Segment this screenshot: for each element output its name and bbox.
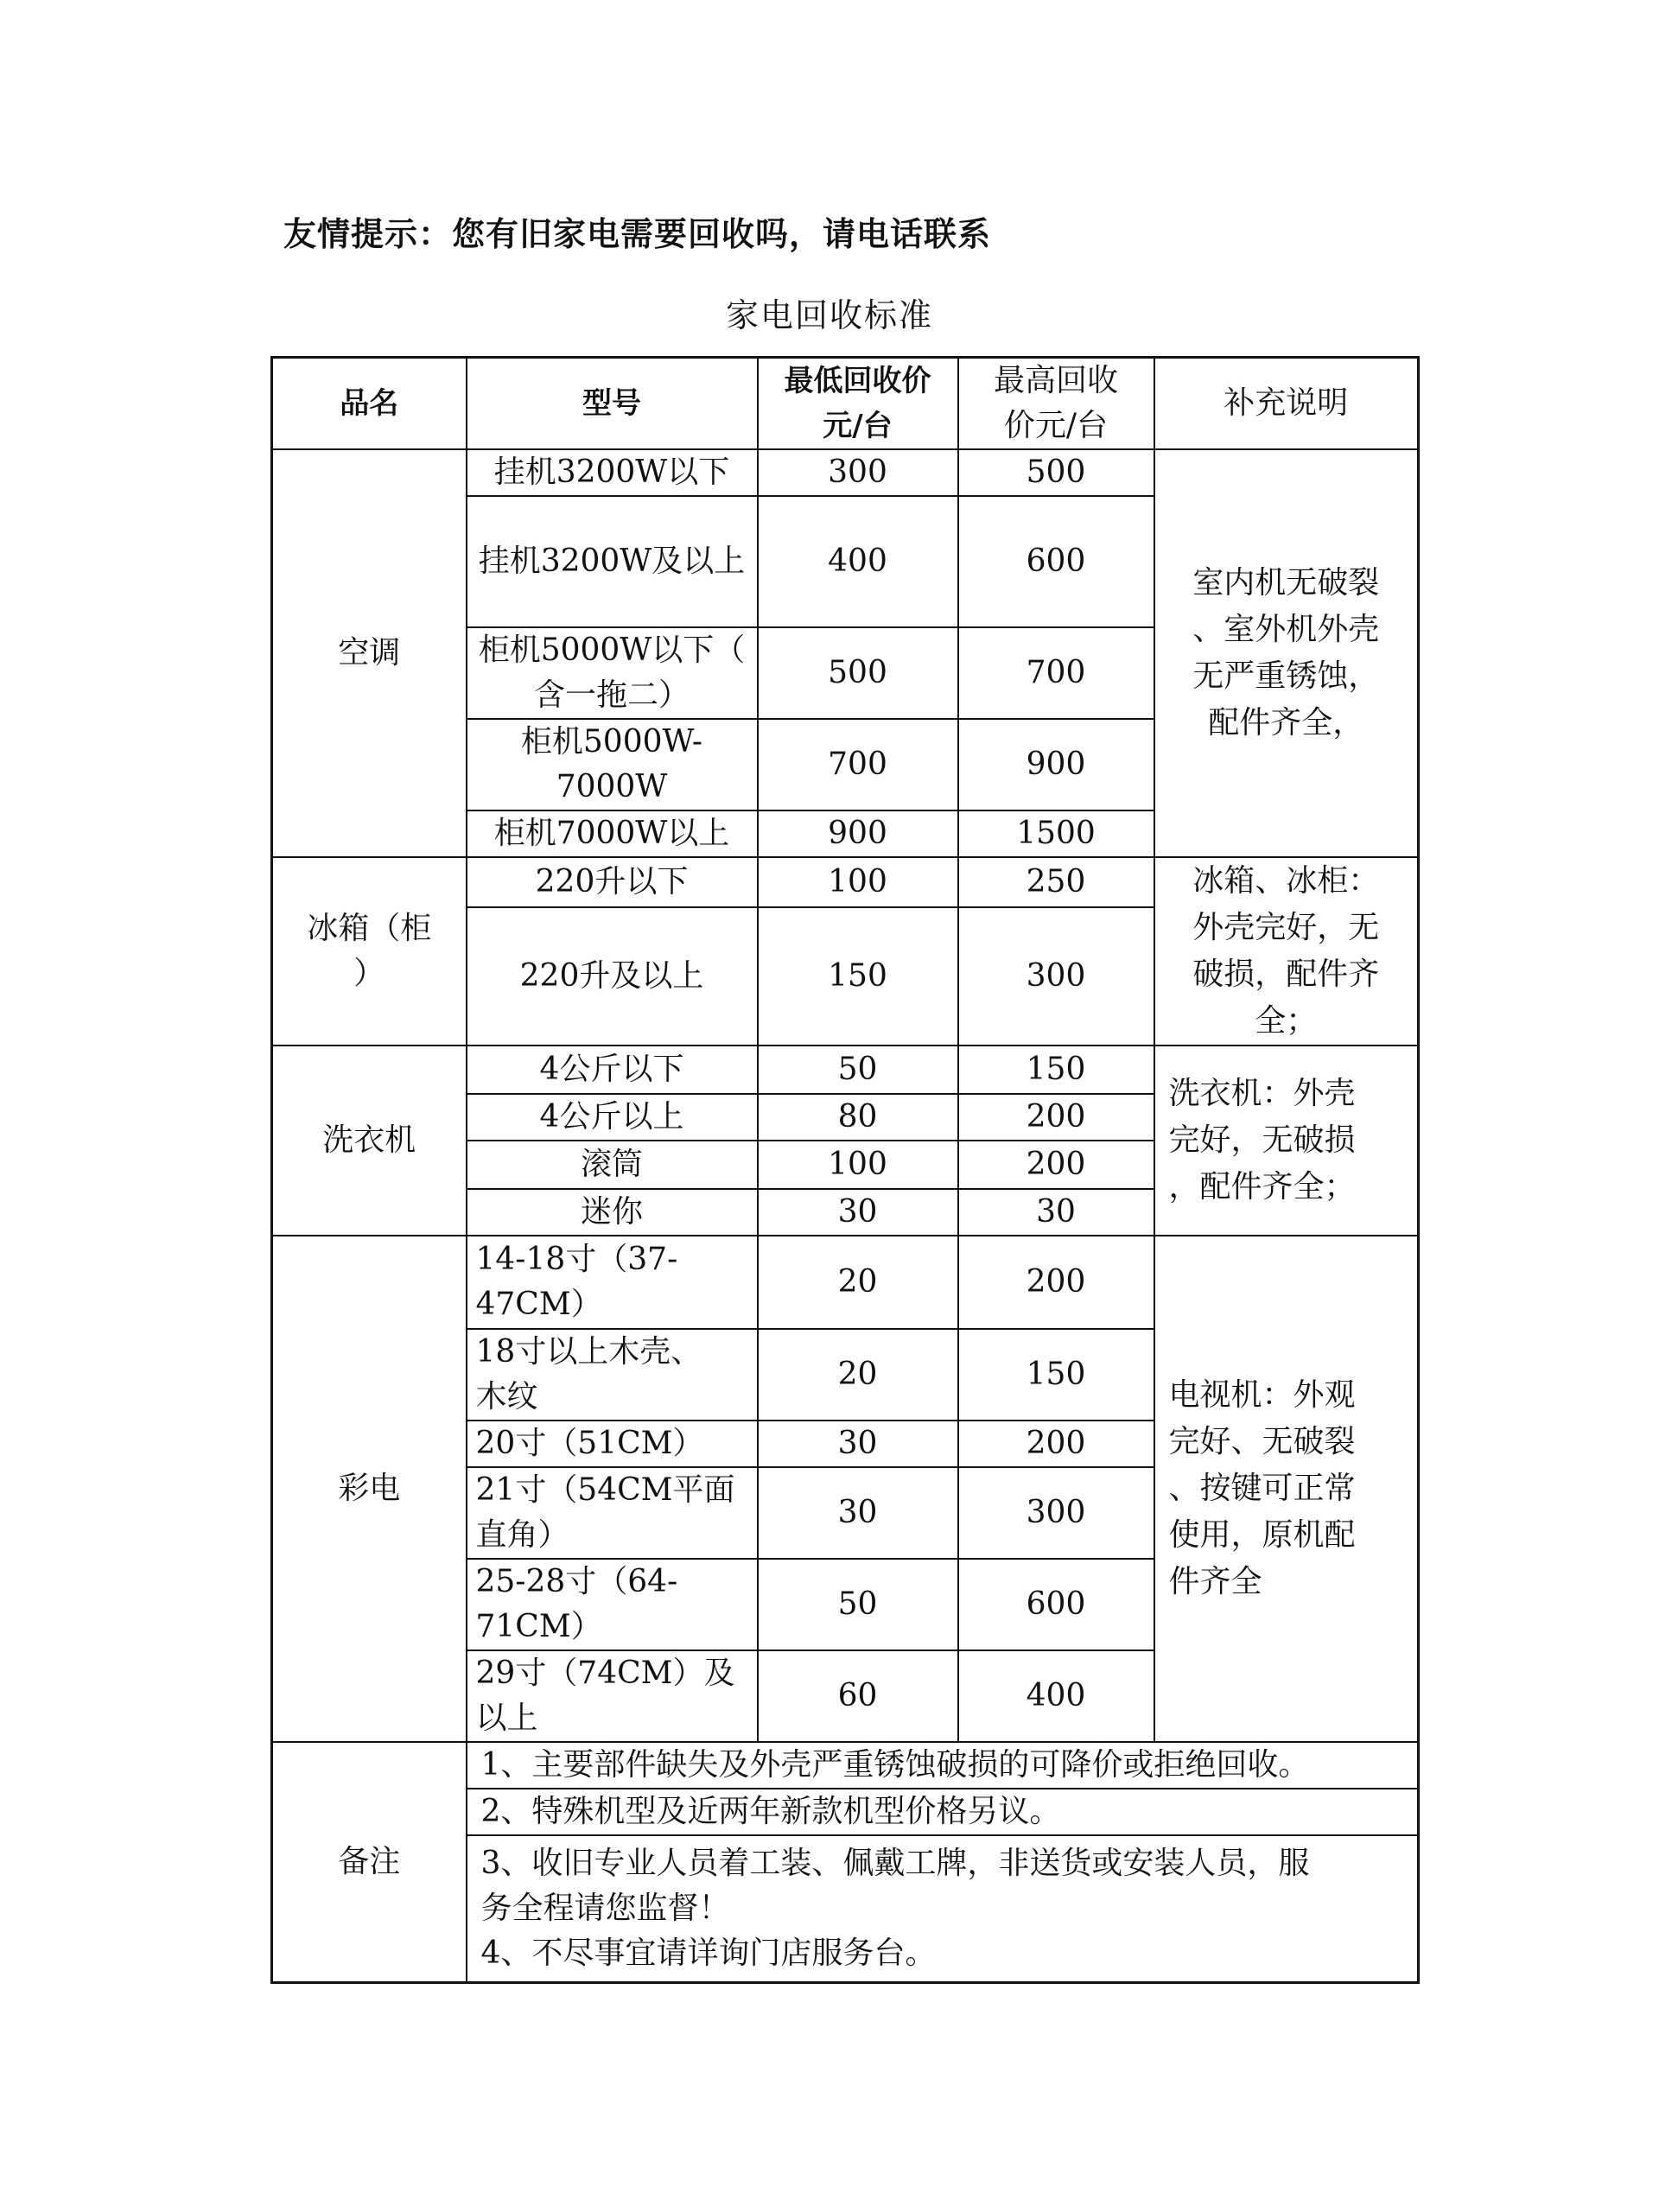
min-price-cell: 900: [758, 810, 958, 857]
recycle-price-table: [270, 356, 1420, 1984]
remark-2: 2、特殊机型及近两年新款机型价格另议。: [467, 1789, 1419, 1835]
min-price-cell: 50: [758, 1046, 958, 1094]
note-tv: 电视机：外观 完好、无破裂 、按键可正常 使用，原机配 件齐全: [1154, 1236, 1419, 1742]
model-cell: 20寸（51CM）: [467, 1421, 758, 1467]
min-price-cell: 30: [758, 1189, 958, 1236]
remarks-row: [272, 1742, 1419, 1789]
model-cell: 柜机7000W以上: [467, 810, 758, 857]
remarks-label: 备注: [272, 1742, 467, 1982]
max-price-cell: 500: [958, 449, 1154, 496]
min-price-cell: 20: [758, 1329, 958, 1421]
remark-3-4: 3、收旧专业人员着工装、佩戴工牌，非送货或安装人员，服 务全程请您监督！ 4、不尽事宜请详询门店服务台。: [467, 1835, 1419, 1982]
table-row: [272, 1046, 1419, 1094]
max-price-cell: 200: [958, 1236, 1154, 1329]
header-name: 品名: [272, 358, 467, 450]
note-fridge: 冰箱、冰柜： 外壳完好，无 破损，配件齐 全；: [1154, 857, 1419, 1046]
min-price-cell: 80: [758, 1094, 958, 1141]
max-price-cell: 30: [958, 1189, 1154, 1236]
model-cell: 挂机3200W及以上: [467, 496, 758, 627]
max-price-cell: 600: [958, 496, 1154, 627]
min-price-cell: 100: [758, 1141, 958, 1189]
model-cell: 4公斤以下: [467, 1046, 758, 1094]
header-model: 型号: [467, 358, 758, 450]
max-price-cell: 150: [958, 1046, 1154, 1094]
min-price-cell: 100: [758, 857, 958, 907]
category-washer: 洗衣机: [272, 1046, 467, 1236]
note-washer: 洗衣机：外壳 完好，无破损 ，配件齐全；: [1154, 1046, 1419, 1236]
max-price-cell: 300: [958, 1467, 1154, 1559]
table-row: [272, 857, 1419, 907]
model-cell: 220升及以上: [467, 907, 758, 1046]
max-price-cell: 150: [958, 1329, 1154, 1421]
min-price-cell: 60: [758, 1650, 958, 1742]
model-cell: 4公斤以上: [467, 1094, 758, 1141]
table-row: [272, 449, 1419, 496]
min-price-cell: 30: [758, 1467, 958, 1559]
model-cell: 14-18寸（37- 47CM）: [467, 1236, 758, 1329]
model-cell: 220升以下: [467, 857, 758, 907]
min-price-cell: 700: [758, 719, 958, 810]
model-cell: 25-28寸（64- 71CM）: [467, 1559, 758, 1650]
min-price-cell: 50: [758, 1559, 958, 1650]
min-price-cell: 500: [758, 627, 958, 719]
model-cell: 滚筒: [467, 1141, 758, 1189]
min-price-cell: 20: [758, 1236, 958, 1329]
max-price-cell: 600: [958, 1559, 1154, 1650]
category-tv: 彩电: [272, 1236, 467, 1742]
model-cell: 柜机5000W以下（ 含一拖二）: [467, 627, 758, 719]
max-price-cell: 200: [958, 1421, 1154, 1467]
header-min-price: 最低回收价 元/台: [758, 358, 958, 450]
category-ac: 空调: [272, 449, 467, 857]
note-ac: 室内机无破裂 、室外机外壳 无严重锈蚀， 配件齐全，: [1154, 449, 1419, 857]
max-price-cell: 200: [958, 1141, 1154, 1189]
max-price-cell: 300: [958, 907, 1154, 1046]
header-note: 补充说明: [1154, 358, 1419, 450]
table-title: 家电回收标准: [725, 296, 933, 334]
min-price-cell: 150: [758, 907, 958, 1046]
max-price-cell: 200: [958, 1094, 1154, 1141]
max-price-cell: 700: [958, 627, 1154, 719]
min-price-cell: 30: [758, 1421, 958, 1467]
model-cell: 迷你: [467, 1189, 758, 1236]
max-price-cell: 1500: [958, 810, 1154, 857]
model-cell: 挂机3200W以下: [467, 449, 758, 496]
model-cell: 柜机5000W-7000W: [467, 719, 758, 810]
header-row: [272, 358, 1419, 450]
max-price-cell: 900: [958, 719, 1154, 810]
min-price-cell: 300: [758, 449, 958, 496]
model-cell: 29寸（74CM）及 以上: [467, 1650, 758, 1742]
min-price-cell: 400: [758, 496, 958, 627]
model-cell: 21寸（54CM平面 直角）: [467, 1467, 758, 1559]
category-fridge: 冰箱（柜 ）: [272, 857, 467, 1046]
max-price-cell: 400: [958, 1650, 1154, 1742]
model-cell: 18寸以上木壳、 木纹: [467, 1329, 758, 1421]
max-price-cell: 250: [958, 857, 1154, 907]
notice-text: 友情提示：您有旧家电需要回收吗，请电话联系: [283, 215, 992, 253]
header-max-price: 最高回收 价元/台: [958, 358, 1154, 450]
remark-1: 1、主要部件缺失及外壳严重锈蚀破损的可降价或拒绝回收。: [467, 1742, 1419, 1789]
table-row: [272, 1236, 1419, 1329]
